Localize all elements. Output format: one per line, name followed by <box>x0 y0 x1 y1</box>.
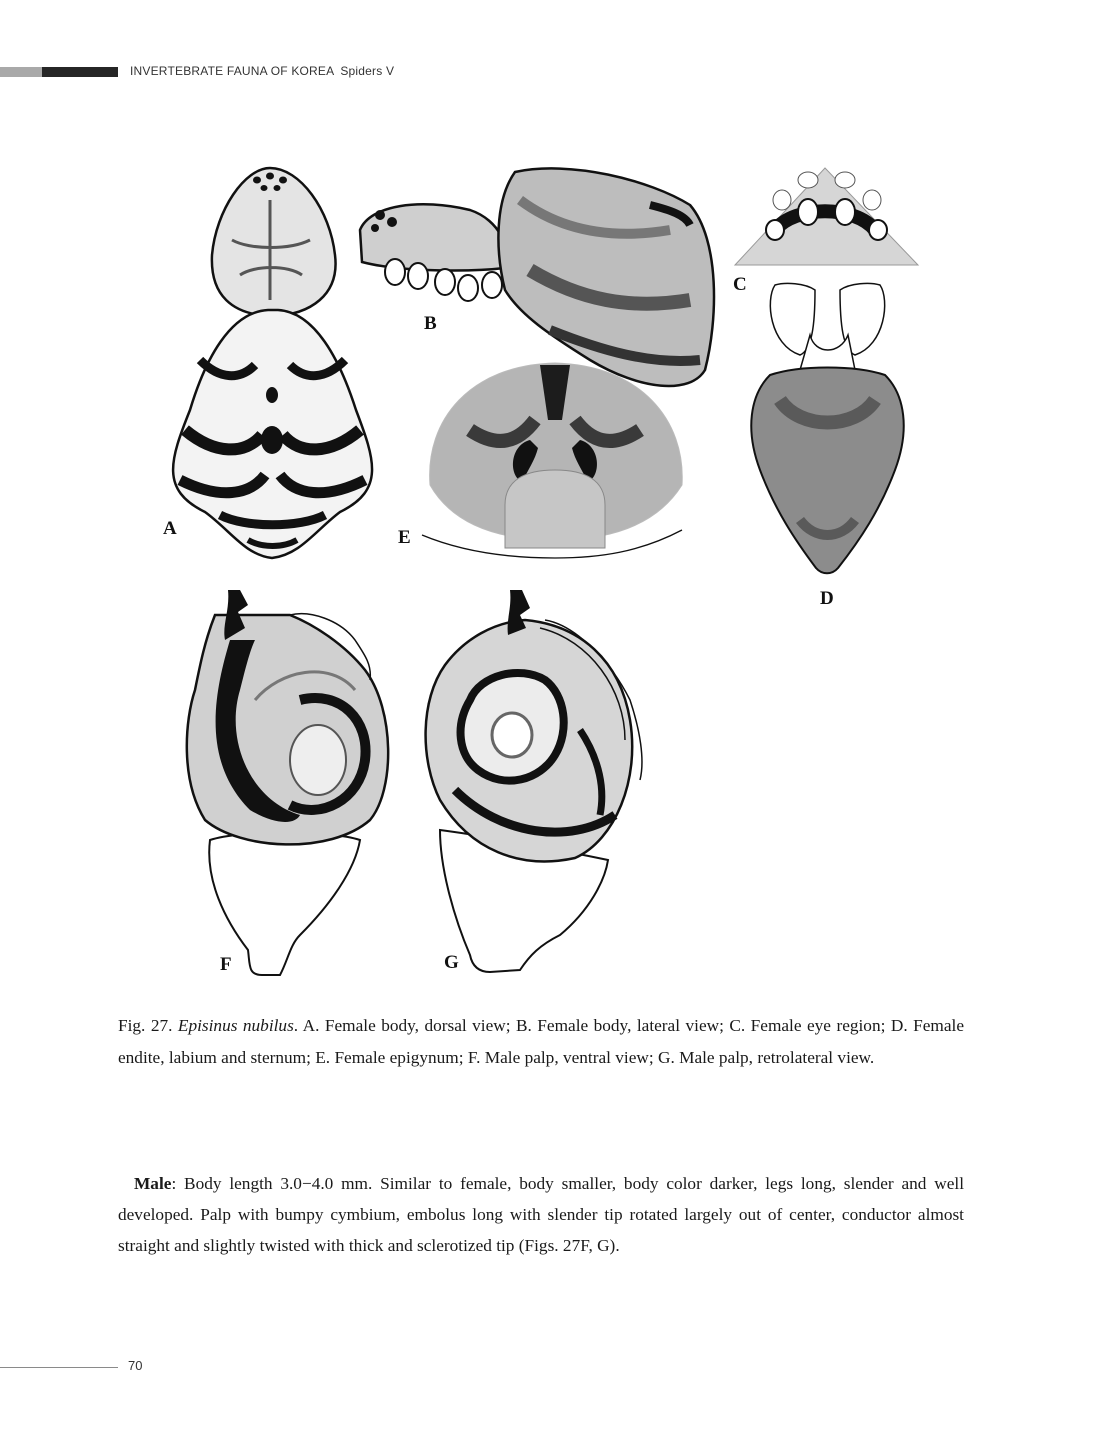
paragraph-lead-male: Male <box>134 1174 172 1193</box>
panel-label-c: C <box>733 274 747 295</box>
panel-e-epigynum-drawing <box>422 363 682 558</box>
panel-label-d: D <box>820 588 834 609</box>
panel-c-eye-region-drawing <box>735 168 918 265</box>
male-description-paragraph <box>118 1168 964 1261</box>
footer-rule <box>0 1367 118 1368</box>
caption-prefix: Fig. 27. <box>118 1016 178 1035</box>
panel-b-female-lateral-drawing <box>360 168 714 386</box>
panel-label-e: E <box>398 527 411 548</box>
figure-caption <box>118 1010 964 1074</box>
panel-d-sternum-drawing <box>751 283 903 573</box>
panel-label-b: B <box>424 313 437 334</box>
running-title: INVERTEBRATE FAUNA OF KOREA <box>130 64 335 78</box>
paragraph-text: : Body length 3.0−4.0 mm. Similar to female, body smaller, body color darker, legs long, slender and well developed. Palp with bumpy cymbium, embolus long with slender tip rotated largely out of center, conductor almost straight and slightly twisted with thick and sclerotized tip (Figs. 27F, G). <box>118 1174 964 1255</box>
panel-a-female-dorsal-drawing <box>173 168 372 558</box>
panel-g-palp-retrolateral-drawing <box>426 590 642 972</box>
panel-label-f: F <box>220 954 232 975</box>
panel-f-palp-ventral-drawing <box>187 590 388 975</box>
page-number: 70 <box>128 1358 143 1373</box>
panel-label-a: A <box>163 518 177 539</box>
caption-text: . A. Female body, dorsal view; B. Female body, lateral view; C. Female eye region; D. Female endite, labium and sternum; E. Female epigynum; F. Male palp, ventral view; G. Male palp, retrolateral view. <box>118 1016 964 1067</box>
caption-species-name: Episinus nubilus <box>177 1016 294 1035</box>
panel-label-g: G <box>444 952 459 973</box>
running-subtitle: Spiders V <box>340 64 395 78</box>
